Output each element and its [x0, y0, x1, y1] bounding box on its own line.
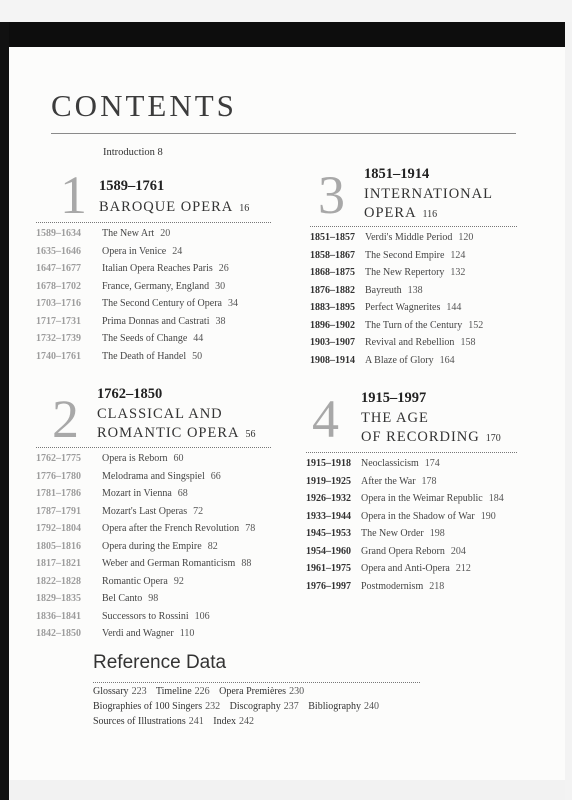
entry-years: 1740–1761: [36, 350, 81, 362]
entry-page: 50: [192, 350, 203, 362]
reference-item[interactable]: [308, 701, 379, 712]
list-item[interactable]: [36, 298, 238, 316]
list-item[interactable]: [36, 506, 255, 524]
entry-years: 1703–1716: [36, 298, 81, 309]
entry-list: [306, 458, 504, 598]
list-item[interactable]: [306, 493, 504, 511]
list-item[interactable]: [36, 228, 238, 246]
entry-page: 184: [488, 493, 504, 504]
reference-line: [93, 686, 386, 701]
entry-page: 68: [177, 488, 188, 499]
entry-years: 1851–1857: [310, 232, 355, 243]
entry-title: Opera after the French Revolution: [102, 523, 240, 534]
entry-years: 1792–1804: [36, 523, 81, 534]
entry-title: A Blaze of Glory: [365, 354, 434, 366]
section-page: 170: [485, 433, 501, 444]
entry-title: Perfect Wagnerites: [365, 302, 441, 313]
entry-page: 120: [458, 232, 474, 243]
reference-title: Discography: [229, 701, 281, 712]
section-page: 16: [239, 203, 250, 214]
list-item[interactable]: [36, 576, 255, 594]
entry-page: 198: [429, 528, 445, 539]
list-item[interactable]: [310, 355, 483, 373]
list-item[interactable]: [310, 285, 483, 303]
entry-years: 1842–1850: [36, 628, 81, 639]
entry-title: Opera in the Weimar Republic: [361, 493, 483, 504]
list-item[interactable]: [36, 351, 238, 369]
entry-page: 212: [455, 563, 471, 574]
entry-years: 1933–1944: [306, 510, 351, 522]
entry-page: 124: [450, 249, 466, 261]
entry-page: 110: [179, 628, 195, 639]
list-item[interactable]: [306, 458, 504, 476]
entry-title: The New Art: [102, 228, 155, 239]
section-years: 1762–1850: [97, 386, 163, 402]
section-years: 1589–1761: [99, 178, 165, 194]
reference-item[interactable]: [219, 686, 304, 697]
entry-page: 88: [241, 558, 252, 569]
reference-title: Sources of Illustrations: [93, 716, 186, 727]
list-item[interactable]: [310, 302, 483, 320]
list-item[interactable]: [310, 267, 483, 285]
entry-years: 1976–1997: [306, 580, 351, 592]
entry-title: Successors to Rossini: [102, 610, 189, 622]
entry-years: 1926–1932: [306, 493, 351, 504]
list-item[interactable]: [36, 453, 255, 471]
entry-page: 30: [215, 280, 226, 292]
entry-years: 1647–1677: [36, 263, 81, 274]
reference-item[interactable]: [156, 686, 210, 697]
entry-years: 1589–1634: [36, 228, 81, 239]
entry-page: 26: [218, 263, 229, 274]
entry-title: Neoclassicism: [361, 458, 419, 469]
entry-title: The Second Empire: [365, 249, 445, 261]
reference-title: Index: [213, 716, 237, 727]
entry-title: The New Repertory: [365, 267, 445, 278]
section-rule: [36, 447, 271, 448]
entry-title: Revival and Rebellion: [365, 337, 455, 348]
list-item[interactable]: [36, 558, 255, 576]
entry-years: 1805–1816: [36, 540, 81, 552]
entry-years: 1876–1882: [310, 284, 355, 296]
entry-title: The Death of Handel: [102, 350, 187, 362]
entry-title: Opera in the Shadow of War: [361, 510, 475, 522]
list-item[interactable]: [36, 281, 238, 299]
introduction-entry[interactable]: [103, 147, 163, 158]
entry-title: Weber and German Romanticism: [102, 558, 236, 569]
entry-title: Mozart in Vienna: [102, 488, 172, 499]
entry-page: 34: [227, 298, 238, 309]
section-title-line: THE AGE: [361, 410, 429, 426]
entry-years: 1732–1739: [36, 333, 81, 344]
entry-title: Bayreuth: [365, 284, 402, 296]
entry-page: 174: [424, 458, 440, 469]
reference-item[interactable]: [93, 686, 147, 697]
entry-title: Grand Opera Reborn: [361, 545, 445, 557]
entry-title: Mozart's Last Operas: [102, 505, 188, 517]
entry-title: Postmodernism: [361, 580, 424, 592]
entry-title: France, Germany, England: [102, 280, 210, 292]
entry-title: After the War: [361, 475, 416, 487]
entry-title: Opera is Reborn: [102, 453, 168, 464]
reference-page: 232: [205, 701, 221, 712]
entry-page: 20: [160, 228, 171, 239]
entry-page: 60: [173, 453, 184, 464]
reference-page: 237: [283, 701, 299, 712]
scan-left-edge: [0, 22, 9, 800]
entry-list: [36, 228, 238, 368]
entry-years: 1762–1775: [36, 453, 81, 464]
scan-bottom-margin: [9, 780, 565, 800]
entry-years: 1829–1835: [36, 593, 81, 604]
entry-page: 144: [446, 302, 462, 313]
reference-page: 230: [289, 686, 305, 697]
list-item[interactable]: [310, 320, 483, 338]
entry-list: [310, 232, 483, 372]
list-item[interactable]: [36, 541, 255, 559]
entry-years: 1776–1780: [36, 470, 81, 482]
section-title-line: ROMANTIC OPERA: [97, 425, 240, 441]
list-item[interactable]: [36, 593, 255, 611]
entry-page: 98: [148, 593, 159, 604]
entry-title: Opera during the Empire: [102, 540, 202, 552]
list-item[interactable]: [36, 471, 255, 489]
section-rule: [36, 222, 271, 223]
section-number: 4: [312, 389, 339, 449]
scan-top-shadow: [9, 22, 572, 47]
list-item[interactable]: [306, 511, 504, 529]
reference-title: Timeline: [155, 686, 192, 697]
reference-page: 226: [194, 686, 210, 697]
list-item[interactable]: [36, 628, 255, 646]
entry-years: 1945–1953: [306, 528, 351, 539]
entry-years: 1822–1828: [36, 575, 81, 587]
reference-item[interactable]: [230, 701, 299, 712]
list-item[interactable]: [36, 316, 238, 334]
reference-title: Glossary: [93, 686, 129, 697]
section-number: 3: [318, 165, 345, 225]
list-item[interactable]: [36, 263, 238, 281]
reference-list: [93, 686, 386, 731]
reference-rule: [93, 682, 420, 683]
reference-title: Opera Premières: [219, 686, 287, 697]
reference-item[interactable]: [213, 716, 254, 727]
entry-page: 204: [450, 545, 466, 557]
entry-title: The Second Century of Opera: [102, 298, 222, 309]
scan-top-margin: [0, 0, 572, 22]
list-item[interactable]: [306, 476, 504, 494]
list-item[interactable]: [306, 563, 504, 581]
entry-years: 1919–1925: [306, 475, 351, 487]
entry-title: The Seeds of Change: [102, 333, 188, 344]
entry-years: 1883–1895: [310, 302, 355, 313]
list-item[interactable]: [310, 250, 483, 268]
section-rule: [306, 452, 517, 453]
entry-page: 218: [429, 580, 445, 592]
entry-page: 38: [215, 315, 226, 327]
list-item[interactable]: [306, 546, 504, 564]
introduction-label: Introduction: [103, 147, 155, 158]
list-item[interactable]: [36, 246, 238, 264]
entry-page: 92: [173, 575, 184, 587]
list-item[interactable]: [306, 528, 504, 546]
entry-years: 1678–1702: [36, 280, 81, 292]
reference-line: [93, 716, 386, 731]
section-title-line: INTERNATIONAL: [364, 186, 493, 202]
entry-page: 152: [468, 319, 484, 331]
entry-years: 1781–1786: [36, 488, 81, 499]
scan-right-margin: [565, 22, 572, 800]
reference-page: 240: [364, 701, 380, 712]
entry-title: Italian Opera Reaches Paris: [102, 263, 213, 274]
entry-years: 1858–1867: [310, 249, 355, 261]
entry-title: Prima Donnas and Castrati: [102, 315, 210, 327]
entry-page: 82: [207, 540, 218, 552]
section-title-line: BAROQUE OPERA: [99, 199, 234, 215]
entry-title: Opera and Anti-Opera: [361, 563, 450, 574]
reference-page: 223: [131, 686, 147, 697]
entry-page: 190: [480, 510, 496, 522]
section-title-line: OF RECORDING: [361, 429, 480, 445]
section-title-line: OPERA: [364, 205, 417, 221]
section-number: 2: [52, 389, 79, 449]
section-page: 56: [245, 429, 256, 440]
section-page: 116: [422, 209, 438, 220]
section-rule: [310, 226, 517, 227]
entry-years: 1954–1960: [306, 545, 351, 557]
entry-title: Melodrama and Singspiel: [102, 470, 205, 482]
reference-page: 242: [239, 716, 255, 727]
entry-page: 72: [193, 505, 204, 517]
entry-page: 106: [194, 610, 210, 622]
list-item[interactable]: [36, 488, 255, 506]
entry-years: 1896–1902: [310, 319, 355, 331]
entry-title: Bel Canto: [102, 593, 143, 604]
list-item[interactable]: [36, 611, 255, 629]
reference-heading: Reference Data: [93, 652, 227, 673]
entry-page: 132: [450, 267, 466, 278]
section-title[interactable]: [364, 185, 493, 224]
entry-list: [36, 453, 255, 646]
reference-title: Bibliography: [308, 701, 362, 712]
entry-page: 44: [193, 333, 204, 344]
entry-years: 1817–1821: [36, 558, 81, 569]
introduction-page: 8: [157, 147, 163, 158]
entry-years: 1903–1907: [310, 337, 355, 348]
entry-years: 1787–1791: [36, 505, 81, 517]
reference-page: 241: [188, 716, 204, 727]
entry-title: Verdi's Middle Period: [365, 232, 453, 243]
entry-page: 78: [245, 523, 256, 534]
entry-years: 1836–1841: [36, 610, 81, 622]
entry-page: 24: [172, 245, 183, 257]
reference-item[interactable]: [93, 701, 220, 712]
entry-page: 138: [407, 284, 423, 296]
entry-years: 1868–1875: [310, 267, 355, 278]
reference-item[interactable]: [93, 716, 204, 727]
list-item[interactable]: [310, 337, 483, 355]
section-years: 1915–1997: [361, 390, 427, 406]
entry-years: 1908–1914: [310, 354, 355, 366]
entry-years: 1915–1918: [306, 458, 351, 469]
contents-heading: CONTENTS: [51, 88, 237, 123]
section-title-line: CLASSICAL AND: [97, 406, 223, 422]
entry-title: Opera in Venice: [102, 245, 167, 257]
section-title[interactable]: [97, 405, 256, 444]
entry-page: 164: [439, 354, 455, 366]
entry-years: 1961–1975: [306, 563, 351, 574]
list-item[interactable]: [36, 523, 255, 541]
entry-years: 1635–1646: [36, 245, 81, 257]
entry-title: The New Order: [361, 528, 424, 539]
list-item[interactable]: [36, 333, 238, 351]
list-item[interactable]: [310, 232, 483, 250]
entry-title: Verdi and Wagner: [102, 628, 174, 639]
entry-page: 66: [210, 470, 221, 482]
reference-title: Biographies of 100 Singers: [93, 701, 203, 712]
list-item[interactable]: [306, 581, 504, 599]
entry-years: 1717–1731: [36, 315, 81, 327]
reference-line: [93, 701, 386, 716]
entry-page: 158: [460, 337, 476, 348]
section-years: 1851–1914: [364, 166, 430, 182]
heading-rule: [51, 133, 516, 134]
entry-title: Romantic Opera: [102, 575, 168, 587]
section-number: 1: [60, 165, 87, 225]
section-title[interactable]: [361, 409, 501, 448]
entry-title: The Turn of the Century: [365, 319, 463, 331]
section-title[interactable]: [99, 198, 249, 218]
entry-page: 178: [421, 475, 437, 487]
